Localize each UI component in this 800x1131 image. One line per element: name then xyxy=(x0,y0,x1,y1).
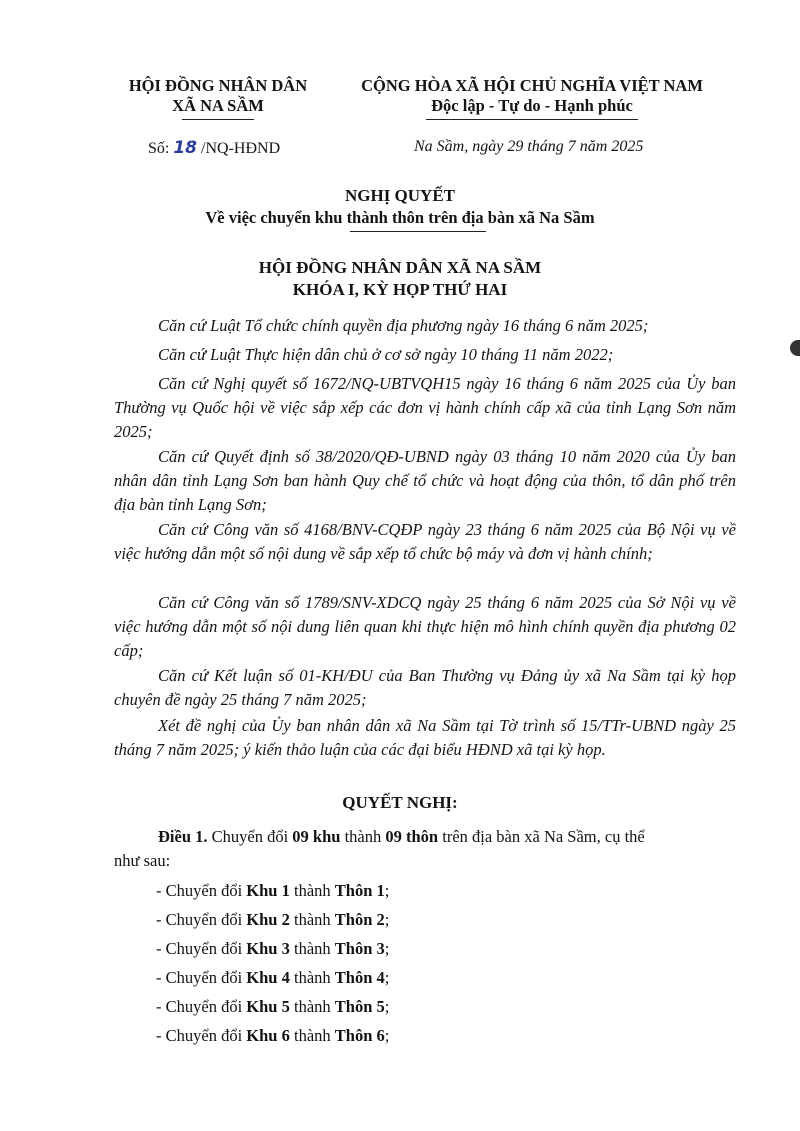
article-1-label: Điều 1. xyxy=(158,827,208,846)
preamble-item-3: Căn cứ Nghị quyết số 1672/NQ-UBTVQH15 ngày 16 tháng 6 năm 2025 của Ủy ban Thường vụ Quốc hội về việc sắp xếp các đơn vị hành chính cấp xã của tỉnh Lạng Sơn năm 2025; xyxy=(114,374,736,441)
conversion-mid: thành xyxy=(289,1026,335,1045)
conversion-item xyxy=(156,1024,389,1048)
conversion-thon: Thôn 4 xyxy=(334,968,385,987)
article-1-text-a: Chuyển đổi xyxy=(207,827,293,846)
conversion-prefix: - Chuyển đổi xyxy=(156,881,247,900)
conversion-khu: Khu 1 xyxy=(246,881,290,900)
conversion-prefix: - Chuyển đổi xyxy=(156,968,247,987)
document-subject: Về việc chuyển khu thành thôn trên địa bàn xã Na Sầm xyxy=(205,208,595,227)
conversion-item xyxy=(156,879,389,903)
conversion-khu: Khu 4 xyxy=(246,968,290,987)
conversion-khu: Khu 6 xyxy=(246,1026,290,1045)
conversion-prefix: - Chuyển đổi xyxy=(156,939,247,958)
place-date: Na Sầm, ngày 29 tháng 7 năm 2025 xyxy=(414,138,644,155)
conversion-end: ; xyxy=(384,1026,390,1045)
conversion-item xyxy=(156,966,389,990)
national-title: CỘNG HÒA XÃ HỘI CHỦ NGHĨA VIỆT NAM xyxy=(361,76,703,95)
preamble-item-1: Căn cứ Luật Tổ chức chính quyền địa phương ngày 16 tháng 6 năm 2025; xyxy=(158,316,649,335)
document-type: NGHỊ QUYẾT xyxy=(344,186,456,205)
number-suffix: /NQ-HĐND xyxy=(201,140,281,157)
conversion-end: ; xyxy=(384,939,390,958)
article-1-line2: như sau: xyxy=(114,851,171,870)
scan-edge-mark xyxy=(790,340,800,356)
article-1-thon-count: 09 thôn xyxy=(385,827,439,846)
conversion-item xyxy=(156,937,389,961)
preamble-item-6: Căn cứ Công văn số 1789/SNV-XDCQ ngày 25 tháng 6 năm 2025 của Sở Nội vụ về việc hướng dẫn một số nội dung liên quan khi thực hiện mô hình chính quyền địa phương 02 cấp; xyxy=(114,593,736,660)
conversion-thon: Thôn 5 xyxy=(334,997,385,1016)
conversion-item xyxy=(156,995,389,1019)
article-1-text-c: trên địa bàn xã Na Sầm, cụ thể xyxy=(438,827,645,846)
conversion-mid: thành xyxy=(289,939,335,958)
document-number xyxy=(148,138,280,158)
conversion-mid: thành xyxy=(289,997,335,1016)
preamble-item-2: Căn cứ Luật Thực hiện dân chủ ở cơ sở ngày 10 tháng 11 năm 2022; xyxy=(158,345,614,364)
conversion-prefix: - Chuyển đổi xyxy=(156,997,247,1016)
authority-name: HỘI ĐỒNG NHÂN DÂN XÃ NA SẦM xyxy=(258,258,542,277)
preamble-item-7: Căn cứ Kết luận số 01-KH/ĐU của Ban Thường vụ Đảng ủy xã Na Sầm tại kỳ họp chuyên đề ngày 25 tháng 7 năm 2025; xyxy=(114,666,736,709)
conversion-mid: thành xyxy=(289,910,335,929)
conversion-prefix: - Chuyển đổi xyxy=(156,1026,247,1045)
conversion-khu: Khu 5 xyxy=(246,997,290,1016)
conversion-thon: Thôn 1 xyxy=(334,881,385,900)
preamble-item-5: Căn cứ Công văn số 4168/BNV-CQĐP ngày 23 tháng 6 năm 2025 của Bộ Nội vụ về việc hướng dẫn một số nội dung về sắp xếp tổ chức bộ máy và đơn vị hành chính; xyxy=(114,520,736,563)
conversion-thon: Thôn 3 xyxy=(334,939,385,958)
national-motto: Độc lập - Tự do - Hạnh phúc xyxy=(431,96,633,115)
conversion-end: ; xyxy=(384,997,390,1016)
header-left-underline xyxy=(182,119,254,120)
article-1-khu-count: 09 khu xyxy=(292,827,341,846)
article-1 xyxy=(158,825,748,849)
conversion-prefix: - Chuyển đổi xyxy=(156,910,247,929)
conversion-end: ; xyxy=(384,968,390,987)
subject-underline xyxy=(350,231,486,232)
conversion-item xyxy=(156,908,389,932)
conversion-end: ; xyxy=(384,881,390,900)
decision-heading: QUYẾT NGHỊ: xyxy=(342,793,458,812)
handwritten-number: 18 xyxy=(173,138,198,158)
authority-session: KHÓA I, KỲ HỌP THỨ HAI xyxy=(292,280,508,299)
conversion-thon: Thôn 6 xyxy=(334,1026,385,1045)
conversion-end: ; xyxy=(384,910,390,929)
issuing-body-line1: HỘI ĐỒNG NHÂN DÂN xyxy=(128,76,308,95)
article-1-text-b: thành xyxy=(340,827,386,846)
header-right-underline xyxy=(426,119,638,120)
conversion-khu: Khu 3 xyxy=(246,939,290,958)
number-prefix: Số: xyxy=(148,140,170,157)
preamble-item-4: Căn cứ Quyết định số 38/2020/QĐ-UBND ngày 03 tháng 10 năm 2020 của Ủy ban nhân dân tỉnh Lạng Sơn ban hành Quy chế tổ chức và hoạt động của thôn, tổ dân phố trên địa bàn tỉnh Lạng Sơn; xyxy=(114,447,736,514)
preamble-item-8: Xét đề nghị của Ủy ban nhân dân xã Na Sầm tại Tờ trình số 15/TTr-UBND ngày 25 tháng 7 năm 2025; ý kiến thảo luận của các đại biểu HĐND xã tại kỳ họp. xyxy=(114,716,736,759)
conversion-thon: Thôn 2 xyxy=(334,910,385,929)
conversion-mid: thành xyxy=(289,968,335,987)
conversion-khu: Khu 2 xyxy=(246,910,290,929)
issuing-body-line2: XÃ NA SẦM xyxy=(172,96,264,115)
conversion-mid: thành xyxy=(289,881,335,900)
